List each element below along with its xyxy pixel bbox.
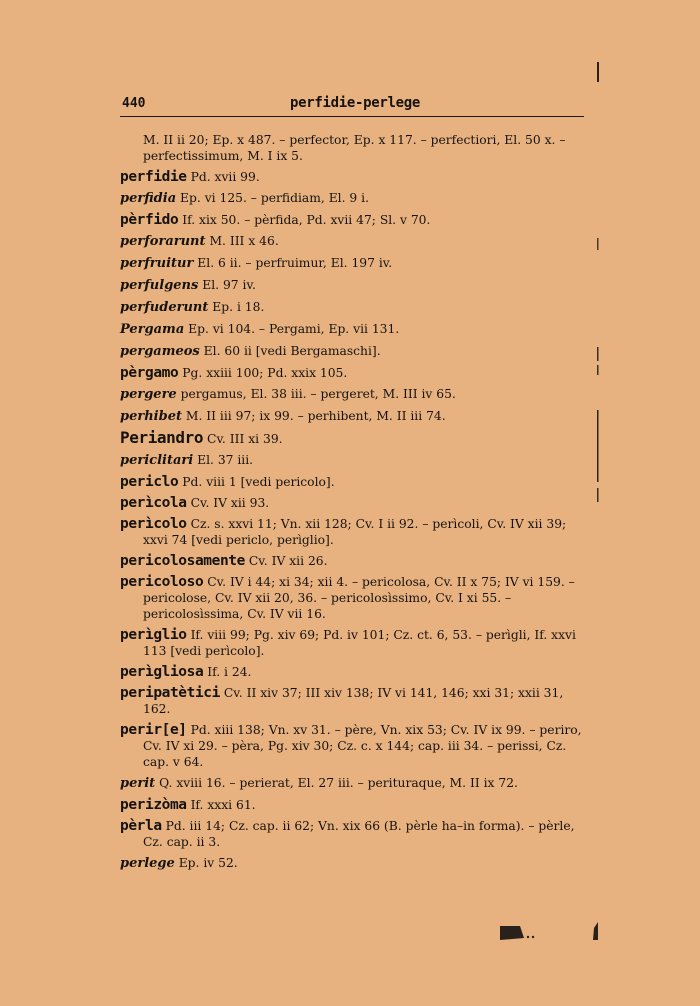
entry bbox=[120, 321, 586, 338]
entry bbox=[120, 386, 586, 403]
entry-text: Cv. IV xii 26. bbox=[248, 554, 328, 568]
entry-continuation bbox=[120, 132, 586, 164]
entry-headword: peripatètici bbox=[120, 685, 220, 701]
entry-headword: perizòma bbox=[120, 797, 187, 813]
entry-text: If. xxxi 61. bbox=[190, 798, 256, 812]
entry-headword: perhibet bbox=[120, 409, 182, 424]
entry-text: Ep. vi 104. – Pergami, Ep. vii 131. bbox=[188, 322, 400, 336]
entry bbox=[120, 169, 586, 185]
entry-text: Cv. III xi 39. bbox=[207, 432, 283, 446]
entry bbox=[120, 495, 586, 511]
entry bbox=[120, 452, 586, 469]
entry bbox=[120, 233, 586, 250]
entry-text: M. II ii 20; Ep. x 487. – perfector, Ep. x 117. – perfectiori, El. 50 x. – perfectissimum, M. I ix 5. bbox=[143, 133, 566, 163]
running-head: perfidie-perlege bbox=[290, 95, 421, 111]
entry bbox=[120, 553, 586, 569]
entry-headword: perforarunt bbox=[120, 234, 206, 249]
scan-mark bbox=[597, 488, 599, 502]
entry bbox=[120, 685, 586, 717]
entry-text: M. II iii 97; ix 99. – perhibent, M. II iii 74. bbox=[185, 409, 446, 423]
entry-headword: perir[e] bbox=[120, 722, 187, 738]
entry bbox=[120, 277, 586, 294]
entry-text: Ep. iv 52. bbox=[178, 856, 238, 870]
entry-text: El. 37 iii. bbox=[197, 453, 254, 467]
entry bbox=[120, 797, 586, 813]
scan-dot bbox=[532, 936, 534, 938]
entry-headword: pergameos bbox=[120, 344, 200, 359]
entry-headword: perfidia bbox=[120, 191, 177, 206]
entry-text: Ep. vi 125. – perfidiam, El. 9 i. bbox=[180, 191, 369, 205]
entry-headword: periclo bbox=[120, 474, 179, 490]
entry-text: Q. xviii 16. – perierat, El. 27 iii. – perituraque, M. II ix 72. bbox=[159, 776, 518, 790]
entry-headword: perìglio bbox=[120, 627, 187, 643]
entry bbox=[120, 365, 586, 381]
entry bbox=[120, 190, 586, 207]
scan-mark bbox=[593, 922, 598, 940]
entry-headword: perìcolo bbox=[120, 516, 187, 532]
scan-mark bbox=[597, 238, 599, 250]
entry-headword: pergere bbox=[120, 387, 177, 402]
entry bbox=[120, 818, 586, 850]
entry bbox=[120, 775, 586, 792]
entry-text: If. viii 99; Pg. xiv 69; Pd. iv 101; Cz. ct. 6, 53. – perìgli, If. xxvi 113 [vedi perìcolo]. bbox=[143, 628, 576, 658]
entry-headword: Pergama bbox=[120, 322, 185, 337]
entry-text: Cz. s. xxvi 11; Vn. xii 128; Cv. I ii 92. – perìcoli, Cv. IV xii 39; xxvi 74 [vedi periclo, perìglio]. bbox=[143, 517, 567, 547]
entry-text: If. i 24. bbox=[207, 665, 252, 679]
entry bbox=[120, 212, 586, 228]
entry-text: Cv. IV i 44; xi 34; xii 4. – pericolosa, Cv. II x 75; IV vi 159. – pericolose, Cv. IV xii 20, 36. – pericolosìssimo, Cv. I xi 55. – pericolosìssima, Cv. IV vii 16. bbox=[143, 575, 575, 621]
entry-text: El. 6 ii. – perfruimur, El. 197 iv. bbox=[197, 256, 393, 270]
entry bbox=[120, 343, 586, 360]
entry-headword: perfuderunt bbox=[120, 300, 209, 315]
scan-mark bbox=[597, 365, 599, 375]
entry-text: Ep. i 18. bbox=[212, 300, 265, 314]
entry bbox=[120, 627, 586, 659]
entry-headword: perlege bbox=[120, 856, 175, 871]
entry-headword: pericoloso bbox=[120, 574, 204, 590]
entry bbox=[120, 664, 586, 680]
entry-headword: perfulgens bbox=[120, 278, 199, 293]
entry-headword: perfruitur bbox=[120, 256, 194, 271]
entry-headword: pèrgamo bbox=[120, 365, 179, 381]
entry-text: Pg. xxiii 100; Pd. xxix 105. bbox=[182, 366, 348, 380]
entry bbox=[120, 255, 586, 272]
entry-headword: Periandro bbox=[120, 428, 204, 447]
entry bbox=[120, 474, 586, 490]
entry-headword: perit bbox=[120, 776, 156, 791]
scan-mark bbox=[597, 410, 599, 482]
entry-headword: pèrfido bbox=[120, 212, 179, 228]
entry-text: Cv. II xiv 37; III xiv 138; IV vi 141, 146; xxi 31; xxii 31, 162. bbox=[143, 686, 564, 716]
entry bbox=[120, 722, 586, 770]
entry-headword: perìgliosa bbox=[120, 664, 204, 680]
entry-text: El. 60 ii [vedi Bergamaschi]. bbox=[203, 344, 381, 358]
entry bbox=[120, 516, 586, 548]
entry-headword: pèrla bbox=[120, 818, 162, 834]
entry-headword: perfidie bbox=[120, 169, 187, 185]
entry-text: Cv. IV xii 93. bbox=[190, 496, 270, 510]
entry-text: Pd. iii 14; Cz. cap. ii 62; Vn. xix 66 (B. pèrle ha–in forma). – pèrle, Cz. cap. ii 3. bbox=[143, 819, 575, 849]
entry-text: Pd. xvii 99. bbox=[190, 170, 260, 184]
page-header bbox=[120, 94, 584, 117]
entry-headword: perìcola bbox=[120, 495, 187, 511]
entry-text: If. xix 50. – pèrfida, Pd. xvii 47; Sl. v 70. bbox=[182, 213, 431, 227]
entry bbox=[120, 855, 586, 872]
dictionary-entries bbox=[120, 132, 586, 877]
scan-smudge bbox=[500, 926, 524, 940]
entry-text: Pd. viii 1 [vedi pericolo]. bbox=[182, 475, 335, 489]
entry-text: Pd. xiii 138; Vn. xv 31. – père, Vn. xix 53; Cv. IV ix 99. – periro, Cv. IV xi 29. – pèra, Pg. xiv 30; Cz. c. x 144; cap. iii 34. – perissi, Cz. cap. v 64. bbox=[143, 723, 582, 769]
scan-mark bbox=[597, 347, 599, 361]
entry-text: El. 97 iv. bbox=[202, 278, 256, 292]
entry-headword: pericolosamente bbox=[120, 553, 245, 569]
entry-text: pergamus, El. 38 iii. – pergeret, M. III iv 65. bbox=[180, 387, 456, 401]
entry bbox=[120, 408, 586, 425]
scan-dot bbox=[527, 936, 529, 938]
entry-headword: periclitari bbox=[120, 453, 194, 468]
entry bbox=[120, 574, 586, 622]
scan-mark bbox=[597, 62, 599, 82]
page-number: 440 bbox=[122, 96, 146, 111]
entry bbox=[120, 430, 586, 447]
entry-text: M. III x 46. bbox=[209, 234, 279, 248]
entry bbox=[120, 299, 586, 316]
